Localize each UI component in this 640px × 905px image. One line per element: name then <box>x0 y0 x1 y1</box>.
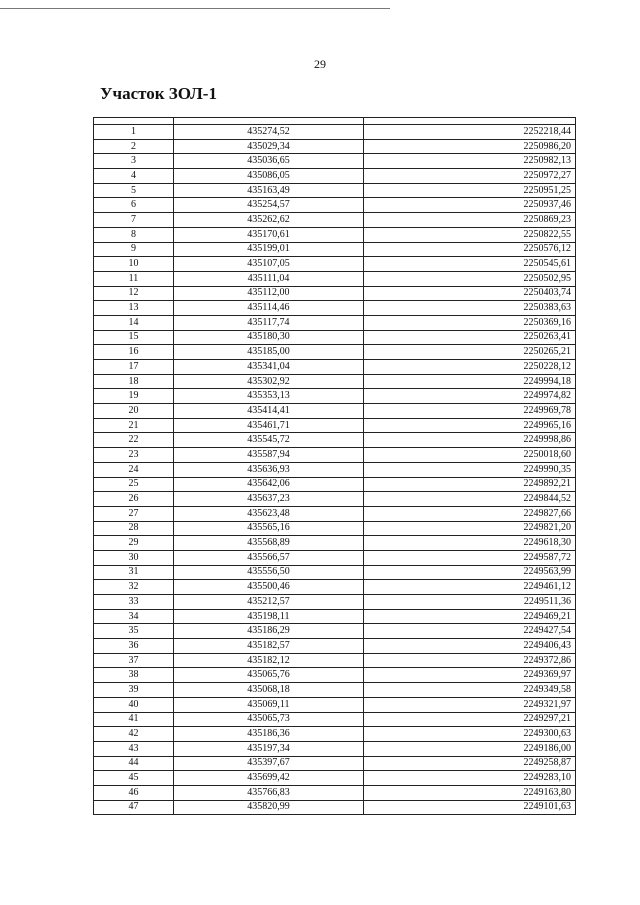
point-number-cell: 31 <box>94 565 174 580</box>
x-coordinate-cell: 435199,01 <box>174 242 364 257</box>
table-row <box>94 227 576 242</box>
section-title: Участок ЗОЛ-1 <box>100 84 217 103</box>
x-coordinate-cell: 435114,46 <box>174 301 364 316</box>
table-row <box>94 198 576 213</box>
table-row <box>94 624 576 639</box>
y-coordinate-cell: 2250228,12 <box>364 360 576 375</box>
table-row <box>94 550 576 565</box>
table-row <box>94 330 576 345</box>
point-number-cell: 25 <box>94 477 174 492</box>
x-coordinate-cell: 435414,41 <box>174 404 364 419</box>
y-coordinate-cell: 2249369,97 <box>364 668 576 683</box>
table-row <box>94 653 576 668</box>
table-row <box>94 139 576 154</box>
y-coordinate-cell: 2250502,95 <box>364 271 576 286</box>
x-coordinate-cell: 435565,16 <box>174 521 364 536</box>
table-row <box>94 404 576 419</box>
y-coordinate-cell: 2250369,16 <box>364 315 576 330</box>
point-number-cell: 7 <box>94 213 174 228</box>
table-row <box>94 169 576 184</box>
point-number-cell: 36 <box>94 639 174 654</box>
table-row <box>94 242 576 257</box>
table-row <box>94 536 576 551</box>
y-coordinate-cell: 2249101,63 <box>364 800 576 815</box>
coordinates-table-body <box>94 118 576 815</box>
x-coordinate-cell: 435069,11 <box>174 697 364 712</box>
x-coordinate-cell: 435186,29 <box>174 624 364 639</box>
point-number-cell: 12 <box>94 286 174 301</box>
x-coordinate-cell: 435566,57 <box>174 550 364 565</box>
table-row <box>94 639 576 654</box>
table-row <box>94 506 576 521</box>
point-number-cell: 9 <box>94 242 174 257</box>
table-row <box>94 345 576 360</box>
x-coordinate-cell: 435545,72 <box>174 433 364 448</box>
x-coordinate-cell: 435065,73 <box>174 712 364 727</box>
point-number-cell: 15 <box>94 330 174 345</box>
table-row <box>94 448 576 463</box>
table-row <box>94 125 576 140</box>
x-coordinate-cell: 435182,57 <box>174 639 364 654</box>
y-coordinate-cell: 2249563,99 <box>364 565 576 580</box>
point-number-cell: 43 <box>94 741 174 756</box>
point-number-cell: 28 <box>94 521 174 536</box>
x-coordinate-cell: 435117,74 <box>174 315 364 330</box>
y-coordinate-cell: 2250383,63 <box>364 301 576 316</box>
y-coordinate-cell: 2250937,46 <box>364 198 576 213</box>
y-coordinate-cell: 2249283,10 <box>364 771 576 786</box>
x-coordinate-cell: 435353,13 <box>174 389 364 404</box>
point-number-cell: 14 <box>94 315 174 330</box>
y-coordinate-cell: 2250545,61 <box>364 257 576 272</box>
x-coordinate-cell: 435198,11 <box>174 609 364 624</box>
point-number-cell: 19 <box>94 389 174 404</box>
y-coordinate-cell: 2249258,87 <box>364 756 576 771</box>
table-row <box>94 595 576 610</box>
y-coordinate-cell: 2250986,20 <box>364 139 576 154</box>
table-row <box>94 727 576 742</box>
y-coordinate-cell: 2249427,54 <box>364 624 576 639</box>
x-coordinate-cell: 435556,50 <box>174 565 364 580</box>
x-coordinate-cell: 435197,34 <box>174 741 364 756</box>
y-coordinate-cell: 2249372,86 <box>364 653 576 668</box>
y-coordinate-cell: 2249587,72 <box>364 550 576 565</box>
table-row <box>94 683 576 698</box>
y-coordinate-cell: 2249461,12 <box>364 580 576 595</box>
y-coordinate-cell: 2249974,82 <box>364 389 576 404</box>
point-number-cell: 11 <box>94 271 174 286</box>
point-number-cell: 21 <box>94 418 174 433</box>
x-coordinate-cell: 435107,05 <box>174 257 364 272</box>
point-number-cell: 5 <box>94 183 174 198</box>
point-number-cell: 3 <box>94 154 174 169</box>
point-number-cell: 38 <box>94 668 174 683</box>
y-coordinate-cell: 2249844,52 <box>364 492 576 507</box>
x-coordinate-cell: 435341,04 <box>174 360 364 375</box>
table-row <box>94 183 576 198</box>
table-row <box>94 565 576 580</box>
point-number-cell: 32 <box>94 580 174 595</box>
point-number-cell: 8 <box>94 227 174 242</box>
top-rule <box>0 8 390 9</box>
x-coordinate-cell: 435587,94 <box>174 448 364 463</box>
point-number-cell: 30 <box>94 550 174 565</box>
point-number-cell: 24 <box>94 462 174 477</box>
point-number-cell: 42 <box>94 727 174 742</box>
x-coordinate-cell: 435065,76 <box>174 668 364 683</box>
x-coordinate-cell: 435820,99 <box>174 800 364 815</box>
point-number-cell: 44 <box>94 756 174 771</box>
x-coordinate-cell: 435461,71 <box>174 418 364 433</box>
x-coordinate-cell: 435182,12 <box>174 653 364 668</box>
y-coordinate-cell: 2250822,55 <box>364 227 576 242</box>
y-coordinate-cell: 2249321,97 <box>364 697 576 712</box>
point-number-cell: 16 <box>94 345 174 360</box>
table-row <box>94 785 576 800</box>
point-number-cell: 2 <box>94 139 174 154</box>
y-coordinate-cell: 2252218,44 <box>364 125 576 140</box>
x-coordinate-cell: 435642,06 <box>174 477 364 492</box>
point-number-cell: 18 <box>94 374 174 389</box>
x-coordinate-cell: 435623,48 <box>174 506 364 521</box>
y-coordinate-cell: 2249969,78 <box>364 404 576 419</box>
y-coordinate-cell: 2249186,00 <box>364 741 576 756</box>
table-row <box>94 492 576 507</box>
y-coordinate-cell: 2249994,18 <box>364 374 576 389</box>
table-row <box>94 697 576 712</box>
x-coordinate-cell: 435186,36 <box>174 727 364 742</box>
point-number-cell: 4 <box>94 169 174 184</box>
point-number-cell: 40 <box>94 697 174 712</box>
y-coordinate-cell: 2250982,13 <box>364 154 576 169</box>
y-coordinate-cell: 2250263,41 <box>364 330 576 345</box>
table-row <box>94 668 576 683</box>
y-coordinate-cell: 2250018,60 <box>364 448 576 463</box>
table-row <box>94 286 576 301</box>
point-number-cell: 46 <box>94 785 174 800</box>
table-row <box>94 580 576 595</box>
table-row <box>94 609 576 624</box>
table-row <box>94 462 576 477</box>
y-coordinate-cell: 2249618,30 <box>364 536 576 551</box>
table-row <box>94 433 576 448</box>
point-number-cell: 22 <box>94 433 174 448</box>
point-number-cell: 20 <box>94 404 174 419</box>
y-coordinate-cell: 2249827,66 <box>364 506 576 521</box>
x-coordinate-cell: 435699,42 <box>174 771 364 786</box>
blank-cell <box>94 118 174 125</box>
point-number-cell: 1 <box>94 125 174 140</box>
table-row <box>94 741 576 756</box>
y-coordinate-cell: 2250265,21 <box>364 345 576 360</box>
y-coordinate-cell: 2249349,58 <box>364 683 576 698</box>
point-number-cell: 41 <box>94 712 174 727</box>
x-coordinate-cell: 435180,30 <box>174 330 364 345</box>
x-coordinate-cell: 435500,46 <box>174 580 364 595</box>
y-coordinate-cell: 2249965,16 <box>364 418 576 433</box>
point-number-cell: 6 <box>94 198 174 213</box>
table-row <box>94 257 576 272</box>
table-row <box>94 213 576 228</box>
point-number-cell: 47 <box>94 800 174 815</box>
table-row <box>94 360 576 375</box>
table-row <box>94 418 576 433</box>
x-coordinate-cell: 435029,34 <box>174 139 364 154</box>
page-number: 29 <box>314 57 326 71</box>
y-coordinate-cell: 2250403,74 <box>364 286 576 301</box>
point-number-cell: 23 <box>94 448 174 463</box>
y-coordinate-cell: 2250972,27 <box>364 169 576 184</box>
table-row <box>94 477 576 492</box>
x-coordinate-cell: 435185,00 <box>174 345 364 360</box>
y-coordinate-cell: 2249469,21 <box>364 609 576 624</box>
table-row <box>94 271 576 286</box>
y-coordinate-cell: 2249297,21 <box>364 712 576 727</box>
y-coordinate-cell: 2249998,86 <box>364 433 576 448</box>
table-row <box>94 374 576 389</box>
point-number-cell: 29 <box>94 536 174 551</box>
x-coordinate-cell: 435068,18 <box>174 683 364 698</box>
table-row <box>94 154 576 169</box>
table-row <box>94 315 576 330</box>
x-coordinate-cell: 435163,49 <box>174 183 364 198</box>
y-coordinate-cell: 2250951,25 <box>364 183 576 198</box>
y-coordinate-cell: 2249511,36 <box>364 595 576 610</box>
table-row <box>94 712 576 727</box>
blank-cell <box>174 118 364 125</box>
point-number-cell: 45 <box>94 771 174 786</box>
x-coordinate-cell: 435262,62 <box>174 213 364 228</box>
table-row <box>94 771 576 786</box>
x-coordinate-cell: 435274,52 <box>174 125 364 140</box>
point-number-cell: 39 <box>94 683 174 698</box>
table-row <box>94 301 576 316</box>
table-row <box>94 389 576 404</box>
x-coordinate-cell: 435568,89 <box>174 536 364 551</box>
x-coordinate-cell: 435170,61 <box>174 227 364 242</box>
point-number-cell: 26 <box>94 492 174 507</box>
point-number-cell: 33 <box>94 595 174 610</box>
y-coordinate-cell: 2249163,80 <box>364 785 576 800</box>
point-number-cell: 10 <box>94 257 174 272</box>
x-coordinate-cell: 435086,05 <box>174 169 364 184</box>
x-coordinate-cell: 435766,83 <box>174 785 364 800</box>
table-header-blank-row <box>94 118 576 125</box>
y-coordinate-cell: 2249892,21 <box>364 477 576 492</box>
table-row <box>94 800 576 815</box>
table-row <box>94 521 576 536</box>
point-number-cell: 37 <box>94 653 174 668</box>
x-coordinate-cell: 435111,04 <box>174 271 364 286</box>
point-number-cell: 35 <box>94 624 174 639</box>
table-row <box>94 756 576 771</box>
y-coordinate-cell: 2249406,43 <box>364 639 576 654</box>
blank-cell <box>364 118 576 125</box>
point-number-cell: 13 <box>94 301 174 316</box>
x-coordinate-cell: 435637,23 <box>174 492 364 507</box>
coordinates-table <box>93 117 576 815</box>
point-number-cell: 34 <box>94 609 174 624</box>
x-coordinate-cell: 435212,57 <box>174 595 364 610</box>
point-number-cell: 17 <box>94 360 174 375</box>
x-coordinate-cell: 435636,93 <box>174 462 364 477</box>
y-coordinate-cell: 2249990,35 <box>364 462 576 477</box>
x-coordinate-cell: 435254,57 <box>174 198 364 213</box>
y-coordinate-cell: 2250869,23 <box>364 213 576 228</box>
x-coordinate-cell: 435036,65 <box>174 154 364 169</box>
point-number-cell: 27 <box>94 506 174 521</box>
y-coordinate-cell: 2249300,63 <box>364 727 576 742</box>
x-coordinate-cell: 435302,92 <box>174 374 364 389</box>
y-coordinate-cell: 2250576,12 <box>364 242 576 257</box>
x-coordinate-cell: 435397,67 <box>174 756 364 771</box>
y-coordinate-cell: 2249821,20 <box>364 521 576 536</box>
x-coordinate-cell: 435112,00 <box>174 286 364 301</box>
